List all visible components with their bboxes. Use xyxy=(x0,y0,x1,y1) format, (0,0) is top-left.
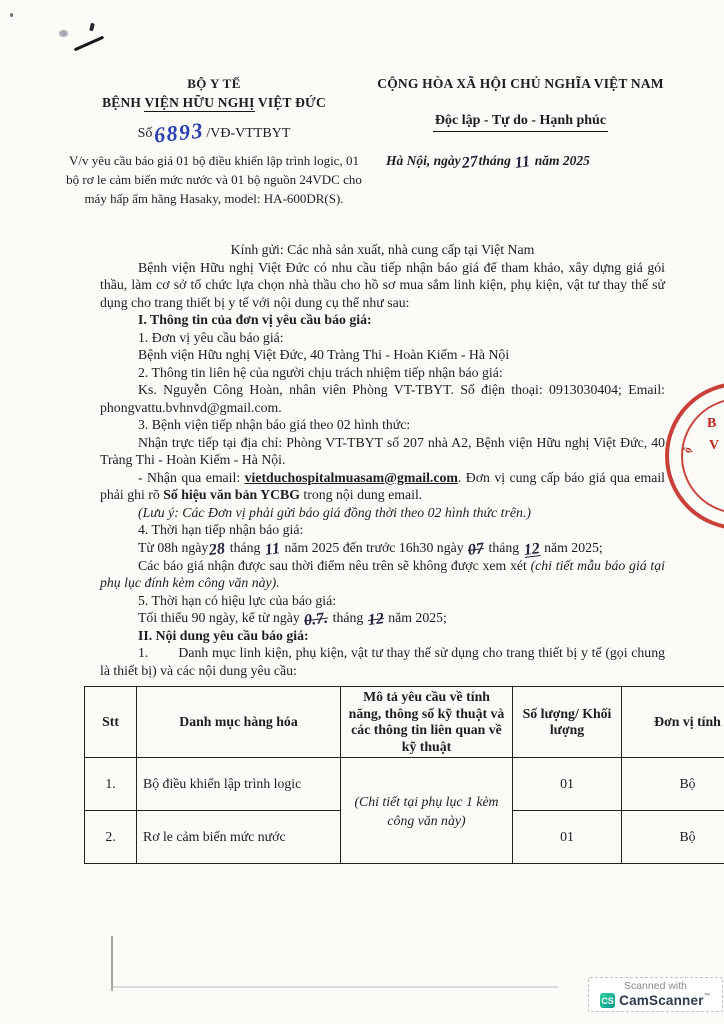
list-text: Danh mục linh kiện, phụ kiện, vật tư thay thế sử dụng cho trang thiết bị y tế (gọi chung là thiết bị) và các nội dung yêu cầu: xyxy=(100,645,665,678)
document-body xyxy=(100,241,665,679)
table-row xyxy=(85,758,724,811)
validity-thang: tháng xyxy=(332,610,364,625)
scan-edge-line-horizontal xyxy=(113,986,558,988)
stamp-letter: B xyxy=(707,416,717,431)
deadline-mid: năm 2025 đến trước 16h30 ngày xyxy=(284,539,464,555)
item-3-email-line xyxy=(100,469,665,504)
validity-pre: Tối thiểu 90 ngày, kể từ ngày xyxy=(138,610,300,625)
deadline-pre: Từ 08h ngày xyxy=(138,539,209,555)
row-1-stt: 1. xyxy=(85,758,137,811)
handwritten-validity-day: 0.7. xyxy=(303,609,330,630)
handwritten-end-month: 12 xyxy=(522,539,541,559)
trademark-symbol: ™ xyxy=(703,993,711,1000)
intro-paragraph: Bệnh viện Hữu nghị Việt Đức có nhu cầu tiếp nhận báo giá để tham khảo, xây dựng giá gói thầu, làm cơ sở tổ chức lựa chọn nhà thầu cho hồ sơ mua sắm linh kiện, phụ kiện, vật tư thay thế sử dụng cho trang thiết bị y tế với nội dung cụ thể như sau: xyxy=(100,259,665,310)
camscanner-app-name xyxy=(619,993,711,1008)
col-header-item-name: Danh mục hàng hóa xyxy=(137,687,341,758)
item-2-line: 2. Thông tin liên hệ của người chịu trách nhiệm tiếp nhận báo giá: xyxy=(138,364,503,380)
salutation-line: Kính gửi: Các nhà sản xuất, nhà cung cấp tại Việt Nam xyxy=(230,242,535,257)
item-2-detail: Ks. Nguyễn Công Hoàn, nhân viên Phòng VT-TBYT. Số điện thoại: 0913030404; Email: phongvattu.bvhnvd@gmail.com. xyxy=(100,382,665,415)
table-header-row xyxy=(85,687,724,758)
note-line: (Lưu ý: Các Đơn vị phải gửi báo giá đồng thời theo 02 hình thức trên.) xyxy=(138,504,531,520)
header-right-block xyxy=(338,76,703,170)
date-post: năm 2025 xyxy=(534,153,590,168)
document-number-line xyxy=(55,117,373,148)
col-header-stt: Stt xyxy=(85,687,137,758)
ministry-name: BỘ Y TẾ xyxy=(187,76,241,91)
row-1-unit: Bộ xyxy=(622,758,724,811)
red-seal-stamp xyxy=(665,382,724,530)
pen-mark-artifact xyxy=(74,36,104,52)
stamp-inner-ring xyxy=(681,398,724,514)
corner-dot-artifact xyxy=(10,13,13,17)
row-1-item-name: Bộ điều khiển lập trình logic xyxy=(137,758,341,811)
item-3-line: 3. Bệnh viện tiếp nhận báo giá theo 02 hình thức: xyxy=(138,417,411,432)
hospital-name-underlined: VIỆN HỮU NGHỊ xyxy=(144,95,255,110)
col-header-unit: Đơn vị tính xyxy=(622,687,724,758)
stamp-letter: V xyxy=(709,438,720,453)
pen-dot-artifact xyxy=(89,23,95,32)
national-motto: Độc lập - Tự do - Hạnh phúc xyxy=(433,113,608,132)
header-left-block xyxy=(55,76,373,208)
late-note-italic: (chi tiết mẫu báo giá tại phụ lục đính kèm công văn này). xyxy=(100,557,665,590)
scanned-with-label: Scanned with xyxy=(623,980,688,992)
handwritten-end-day: 07 xyxy=(467,539,485,559)
date-line xyxy=(338,153,703,170)
row-2-item-name: Rơ le cảm biến mức nước xyxy=(137,811,341,864)
col-header-description: Mô tả yêu cầu về tính năng, thông số kỹ thuật và các thông tin liên quan về kỹ thuật xyxy=(341,687,513,758)
validity-line xyxy=(100,609,665,630)
deadline-post: năm 2025; xyxy=(544,539,603,555)
camscanner-logo-icon: CS xyxy=(600,993,615,1008)
camscanner-watermark[interactable] xyxy=(588,977,723,1012)
validity-post: năm 2025; xyxy=(388,610,447,625)
email-line-mid: . Đơn vị cung cấp báo giá qua email phải ghi rõ xyxy=(100,469,665,502)
date-prefix: Hà Nội, ngày xyxy=(386,153,461,168)
list-paragraph xyxy=(100,644,665,679)
handwritten-validity-month: 12 xyxy=(366,610,385,629)
late-note-pre: Các báo giá nhận được sau thời điểm nêu trên sẽ không được xem xét xyxy=(138,557,531,573)
quote-email-address: vietduchospitalmuasam@gmail.com xyxy=(244,469,458,485)
deadline-line xyxy=(100,539,665,557)
section-2-title: II. Nội dung yêu cầu báo giá: xyxy=(138,627,309,643)
scan-edge-line-vertical xyxy=(111,936,113,991)
deadline-thang1: tháng xyxy=(229,539,261,555)
email-line-post: trong nội dung email. xyxy=(299,487,423,502)
deadline-thang2: tháng xyxy=(488,539,520,555)
date-mid: tháng xyxy=(478,153,511,168)
col-header-quantity: Số lượng/ Khối lượng xyxy=(513,687,622,758)
hospital-name xyxy=(55,95,373,111)
handwritten-document-number: 6893 xyxy=(153,117,206,148)
item-1-line: 1. Đơn vị yêu cầu báo giá: xyxy=(138,329,284,345)
email-line-pre: - Nhận qua email: xyxy=(138,469,245,485)
handwritten-start-month: 11 xyxy=(263,539,281,559)
merged-description-note: (Chi tiết tại phụ lục 1 kèm công văn này) xyxy=(341,758,513,864)
row-2-stt: 2. xyxy=(85,811,137,864)
handwritten-start-day: 28 xyxy=(208,539,227,559)
handwritten-day: 27 xyxy=(460,153,479,172)
document-number-suffix: /VĐ-VTTBYT xyxy=(206,126,291,141)
item-5-line: 5. Thời hạn có hiệu lực của báo giá: xyxy=(138,592,337,608)
doc-code-bold: Số hiệu văn bản YCBG xyxy=(163,487,300,502)
section-1-title: I. Thông tin của đơn vị yêu cầu báo giá: xyxy=(138,312,372,327)
late-note-line xyxy=(100,557,665,592)
handwritten-month: 11 xyxy=(514,153,532,172)
row-2-unit: Bộ xyxy=(622,811,724,864)
camscanner-text: CamScanner xyxy=(619,993,704,1008)
smudge-artifact xyxy=(59,30,68,37)
national-title: CỘNG HÒA XÃ HỘI CHỦ NGHĨA VIỆT NAM xyxy=(377,76,664,91)
document-number-prefix: Số xyxy=(137,126,153,141)
row-1-quantity: 01 xyxy=(513,758,622,811)
item-3-direct-line: Nhận trực tiếp tại địa chỉ: Phòng VT-TBYT số 207 nhà A2, Bệnh viện Hữu nghị Việt Đức, 40 Tràng Thi - Hoàn Kiếm - Hà Nội. xyxy=(100,434,665,467)
stamp-letter: ộ xyxy=(681,445,695,455)
item-4-line: 4. Thời hạn tiếp nhận báo giá: xyxy=(138,522,304,537)
document-subject: V/v yêu cầu báo giá 01 bộ điều khiển lập trình logic, 01 bộ rơ le cảm biến mức nước và 01 bộ nguồn 24VDC cho máy hấp ẩm hãng Hasaky, model: HA-600DR(S). xyxy=(66,153,362,206)
item-1-detail: Bệnh viện Hữu nghị Việt Đức, 40 Tràng Thi - Hoàn Kiếm - Hà Nội xyxy=(138,347,510,362)
items-table xyxy=(84,686,724,864)
row-2-quantity: 01 xyxy=(513,811,622,864)
hospital-name-post: VIỆT ĐỨC xyxy=(257,95,326,110)
hospital-name-pre: BỆNH xyxy=(102,95,142,110)
list-number: 1. xyxy=(138,645,149,660)
